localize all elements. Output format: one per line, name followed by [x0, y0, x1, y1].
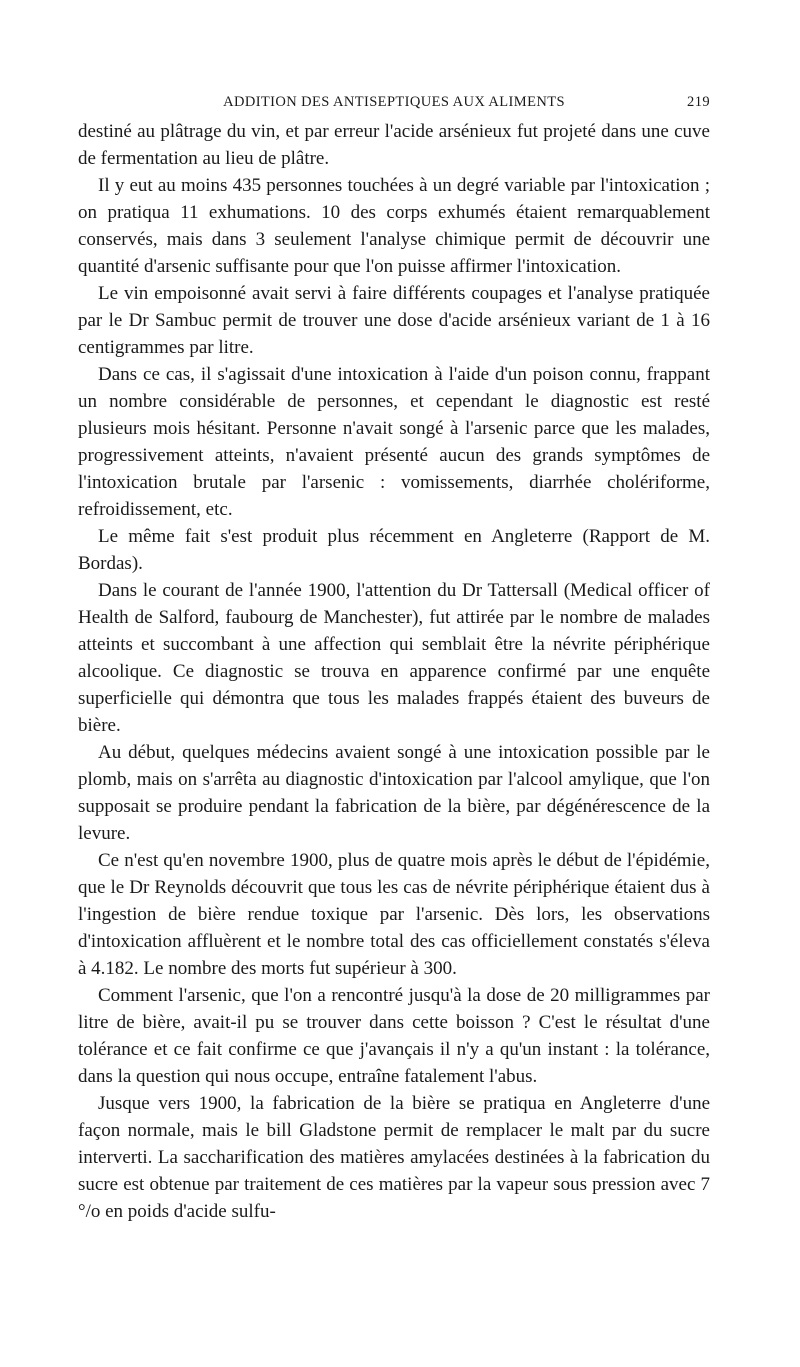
- paragraph-continuation: destiné au plâtrage du vin, et par erreur l'acide arsénieux fut projeté dans une cuve de fermentation au lieu de plâtre.: [78, 121, 710, 169]
- running-head: [78, 88, 710, 118]
- book-page: [78, 88, 710, 1225]
- paragraph: Il y eut au moins 435 personnes touchées à un degré variable par l'intoxication ; on pratiqua 11 exhumations. 10 des corps exhumés étaient remarquablement conservés, mais dans 3 seulement l'analyse chimique permit de découvrir une quantité d'arsenic suffisante pour que l'on puisse affirmer l'intoxication.: [78, 175, 710, 277]
- paragraph: Au début, quelques médecins avaient songé à une intoxication possible par le plomb, mais on s'arrêta au diagnostic d'intoxication par l'alcool amylique, que l'on supposait se produire pendant la fabrication de la bière, par dégénérescence de la levure.: [78, 742, 710, 844]
- paragraph: Ce n'est qu'en novembre 1900, plus de quatre mois après le début de l'épidémie, que le Dr Reynolds découvrit que tous les cas de névrite périphérique étaient dus à l'ingestion de bière rendue toxique par l'arsenic. Dès lors, les observations d'intoxication affluèrent et le nombre total des cas officiellement constatés s'éleva à 4.182. Le nombre des morts fut supérieur à 300.: [78, 850, 710, 979]
- running-title: ADDITION DES ANTISEPTIQUES AUX ALIMENTS: [223, 94, 565, 110]
- body-text: [78, 118, 710, 1225]
- paragraph: Comment l'arsenic, que l'on a rencontré jusqu'à la dose de 20 milligrammes par litre de bière, avait-il pu se trouver dans cette boisson ? C'est le résultat d'une tolérance et ce fait confirme ce que j'avançais il n'y a qu'un instant : la tolérance, dans la question qui nous occupe, entraîne fatalement l'abus.: [78, 985, 710, 1087]
- paragraph: Le même fait s'est produit plus récemment en Angleterre (Rapport de M. Bordas).: [78, 526, 710, 574]
- paragraph: Dans le courant de l'année 1900, l'attention du Dr Tattersall (Medical officer of Health de Salford, faubourg de Manchester), fut attirée par le nombre de malades atteints et succombant à une affection qui semblait être la névrite périphérique alcoolique. Ce diagnostic se trouva en apparence confirmé par une enquête superficielle qui démontra que tous les malades frappés étaient des buveurs de bière.: [78, 580, 710, 736]
- paragraph: Jusque vers 1900, la fabrication de la bière se pratiqua en Angleterre d'une façon normale, mais le bill Gladstone permit de remplacer le malt par du sucre interverti. La saccharification des matières amylacées destinées à la fabrication du sucre est obtenue par traitement de ces matières par la vapeur sous pression avec 7 °/o en poids d'acide sulfu-: [78, 1093, 710, 1222]
- paragraph: Dans ce cas, il s'agissait d'une intoxication à l'aide d'un poison connu, frappant un nombre considérable de personnes, et cependant le diagnostic est resté plusieurs mois hésitant. Personne n'avait songé à l'arsenic parce que les malades, progressivement atteints, n'avaient présenté aucun des grands symptômes de l'intoxication brutale par l'arsenic : vomissements, diarrhée cholériforme, refroidissement, etc.: [78, 364, 710, 520]
- page-number: 219: [687, 94, 710, 110]
- paragraph: Le vin empoisonné avait servi à faire différents coupages et l'analyse pratiquée par le Dr Sambuc permit de trouver une dose d'acide arsénieux variant de 1 à 16 centigrammes par litre.: [78, 283, 710, 358]
